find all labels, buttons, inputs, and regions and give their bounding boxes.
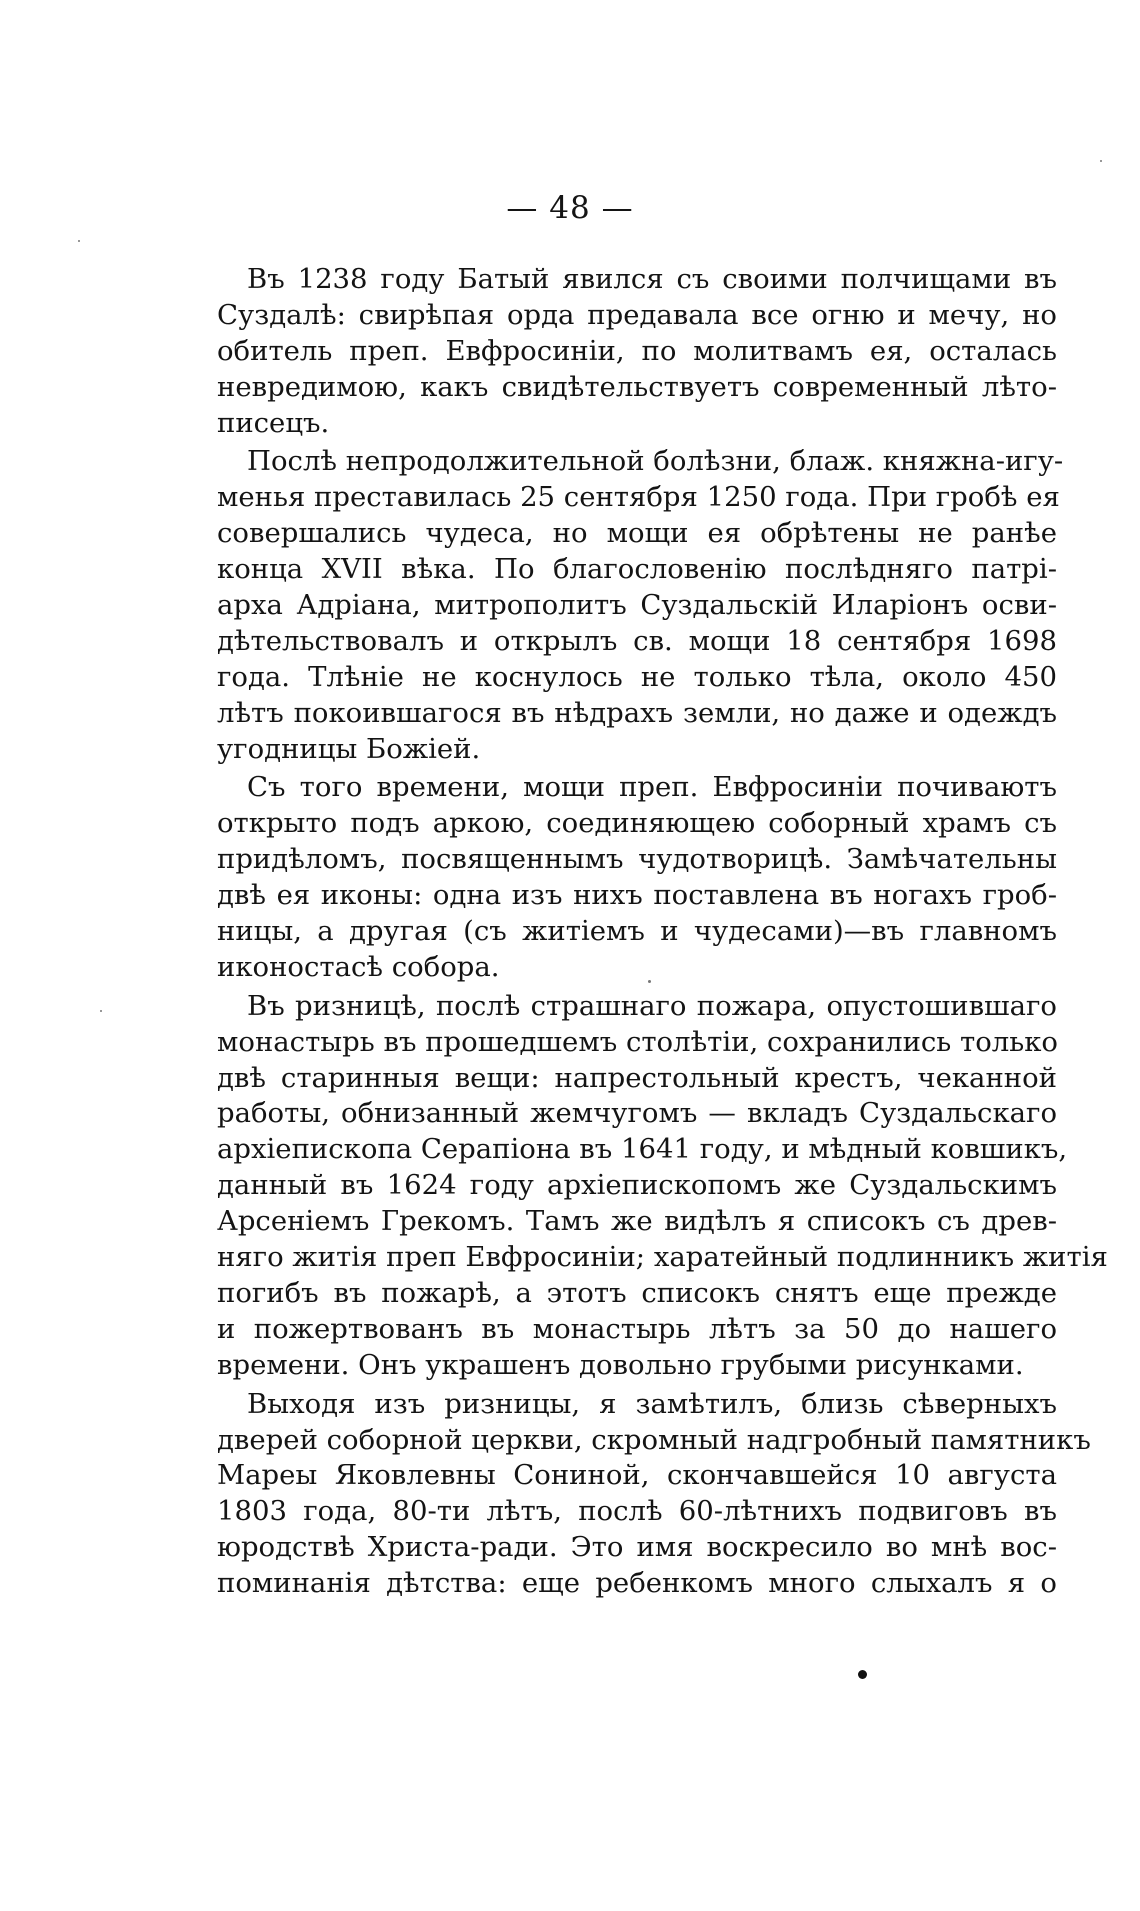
text-line: дѣтельствовалъ и открылъ св. мощи 18 сентября 1698 (217, 624, 1057, 657)
text-line: поминанія дѣтства: еще ребенкомъ много слыхалъ я о (217, 1567, 1057, 1600)
paragraph (217, 770, 1057, 985)
text-line: данный въ 1624 году архіепископомъ же Суздальскимъ (217, 1169, 1057, 1202)
paragraph (217, 1387, 1091, 1602)
text-line: Въ 1238 году Батый явился съ своими полчищами въ (247, 263, 1057, 295)
text-line: конца XVII вѣка. По благословенію послѣдняго патрі- (217, 553, 1057, 586)
text-line: Послѣ непродолжительной болѣзни, блаж. княжна-игу- (247, 445, 1064, 478)
text-line: лѣтъ покоившагося въ нѣдрахъ земли, но даже и одеждъ (217, 696, 1057, 729)
text-line: ницы, а другая (съ житіемъ и чудесами)—въ главномъ (217, 915, 1057, 948)
text-line: дверей соборной церкви, скромный надгробный памятникъ (217, 1423, 1091, 1456)
text-line: няго житія преп Евфросиніи; харатейный подлинникъ житія (217, 1241, 1108, 1274)
text-line: архіепископа Серапіона въ 1641 году, и мѣдный ковшикъ, (217, 1133, 1068, 1166)
scan-speck (78, 240, 80, 242)
scan-speck (100, 1010, 102, 1012)
text-line: монастырь въ прошедшемъ столѣтіи, сохранились только (217, 1025, 1058, 1058)
page-number: — 48 — (506, 190, 634, 226)
ink-blot (858, 1670, 867, 1679)
text-line: невредимою, какъ свидѣтельствуетъ современный лѣто- (217, 370, 1057, 403)
text-line: времени. Онъ украшенъ довольно грубыми рисунками. (217, 1348, 1024, 1381)
text-line: совершались чудеса, но мощи ея обрѣтены не ранѣе (217, 517, 1057, 550)
text-line: арха Адріана, митрополитъ Суздальскій Иларіонъ осви- (217, 589, 1057, 622)
text-line: погибъ въ пожарѣ, а этотъ списокъ снятъ еще прежде (217, 1276, 1057, 1309)
scan-speck (1100, 160, 1102, 162)
text-line: года. Тлѣніе не коснулось не только тѣла, около 450 (217, 660, 1057, 693)
text-line: Суздалѣ: свирѣпая орда предавала все огню и мечу, но (217, 298, 1057, 331)
paragraph (217, 989, 1108, 1384)
text-line: и пожертвованъ въ монастырь лѣтъ за 50 до нашего (217, 1312, 1057, 1345)
text-line: иконостасѣ собора. (217, 950, 500, 983)
text-line: работы, обнизанный жемчугомъ — вкладъ Суздальскаго (217, 1097, 1057, 1130)
text-line: угодницы Божіей. (217, 732, 481, 765)
paragraph (217, 262, 1057, 441)
text-line: открыто подъ аркою, соединяющею соборный храмъ съ (217, 807, 1057, 840)
text-line: обитель преп. Евфросиніи, по молитвамъ ея, осталась (217, 334, 1057, 367)
text-line: Съ того времени, мощи преп. Евфросиніи почиваютъ (247, 771, 1057, 804)
text-line: Выходя изъ ризницы, я замѣтилъ, близь сѣверныхъ (247, 1387, 1057, 1420)
scan-speck (648, 980, 651, 983)
text-line: Арсеніемъ Грекомъ. Тамъ же видѣлъ я списокъ съ древ- (217, 1205, 1057, 1238)
text-line: менья преставилась 25 сентября 1250 года. При гробѣ ея (217, 481, 1060, 514)
text-line: юродствѣ Христа-ради. Это имя воскресило во мнѣ вос- (217, 1531, 1057, 1564)
text-body (217, 262, 1108, 1602)
paragraph (217, 444, 1064, 767)
text-line: Мареы Яковлевны Сониной, скончавшейся 10 августа (217, 1459, 1057, 1492)
text-line: придѣломъ, посвященнымъ чудотворицѣ. Замѣчательны (217, 843, 1057, 876)
text-line: двѣ старинныя вещи: напрестольный крестъ, чеканной (217, 1061, 1057, 1094)
text-line: двѣ ея иконы: одна изъ нихъ поставлена въ ногахъ гроб- (217, 879, 1057, 912)
text-line: 1803 года, 80-ти лѣтъ, послѣ 60-лѣтнихъ подвиговъ въ (217, 1495, 1057, 1528)
text-line: писецъ. (217, 406, 330, 439)
text-line: Въ ризницѣ, послѣ страшнаго пожара, опустошившаго (247, 989, 1057, 1022)
